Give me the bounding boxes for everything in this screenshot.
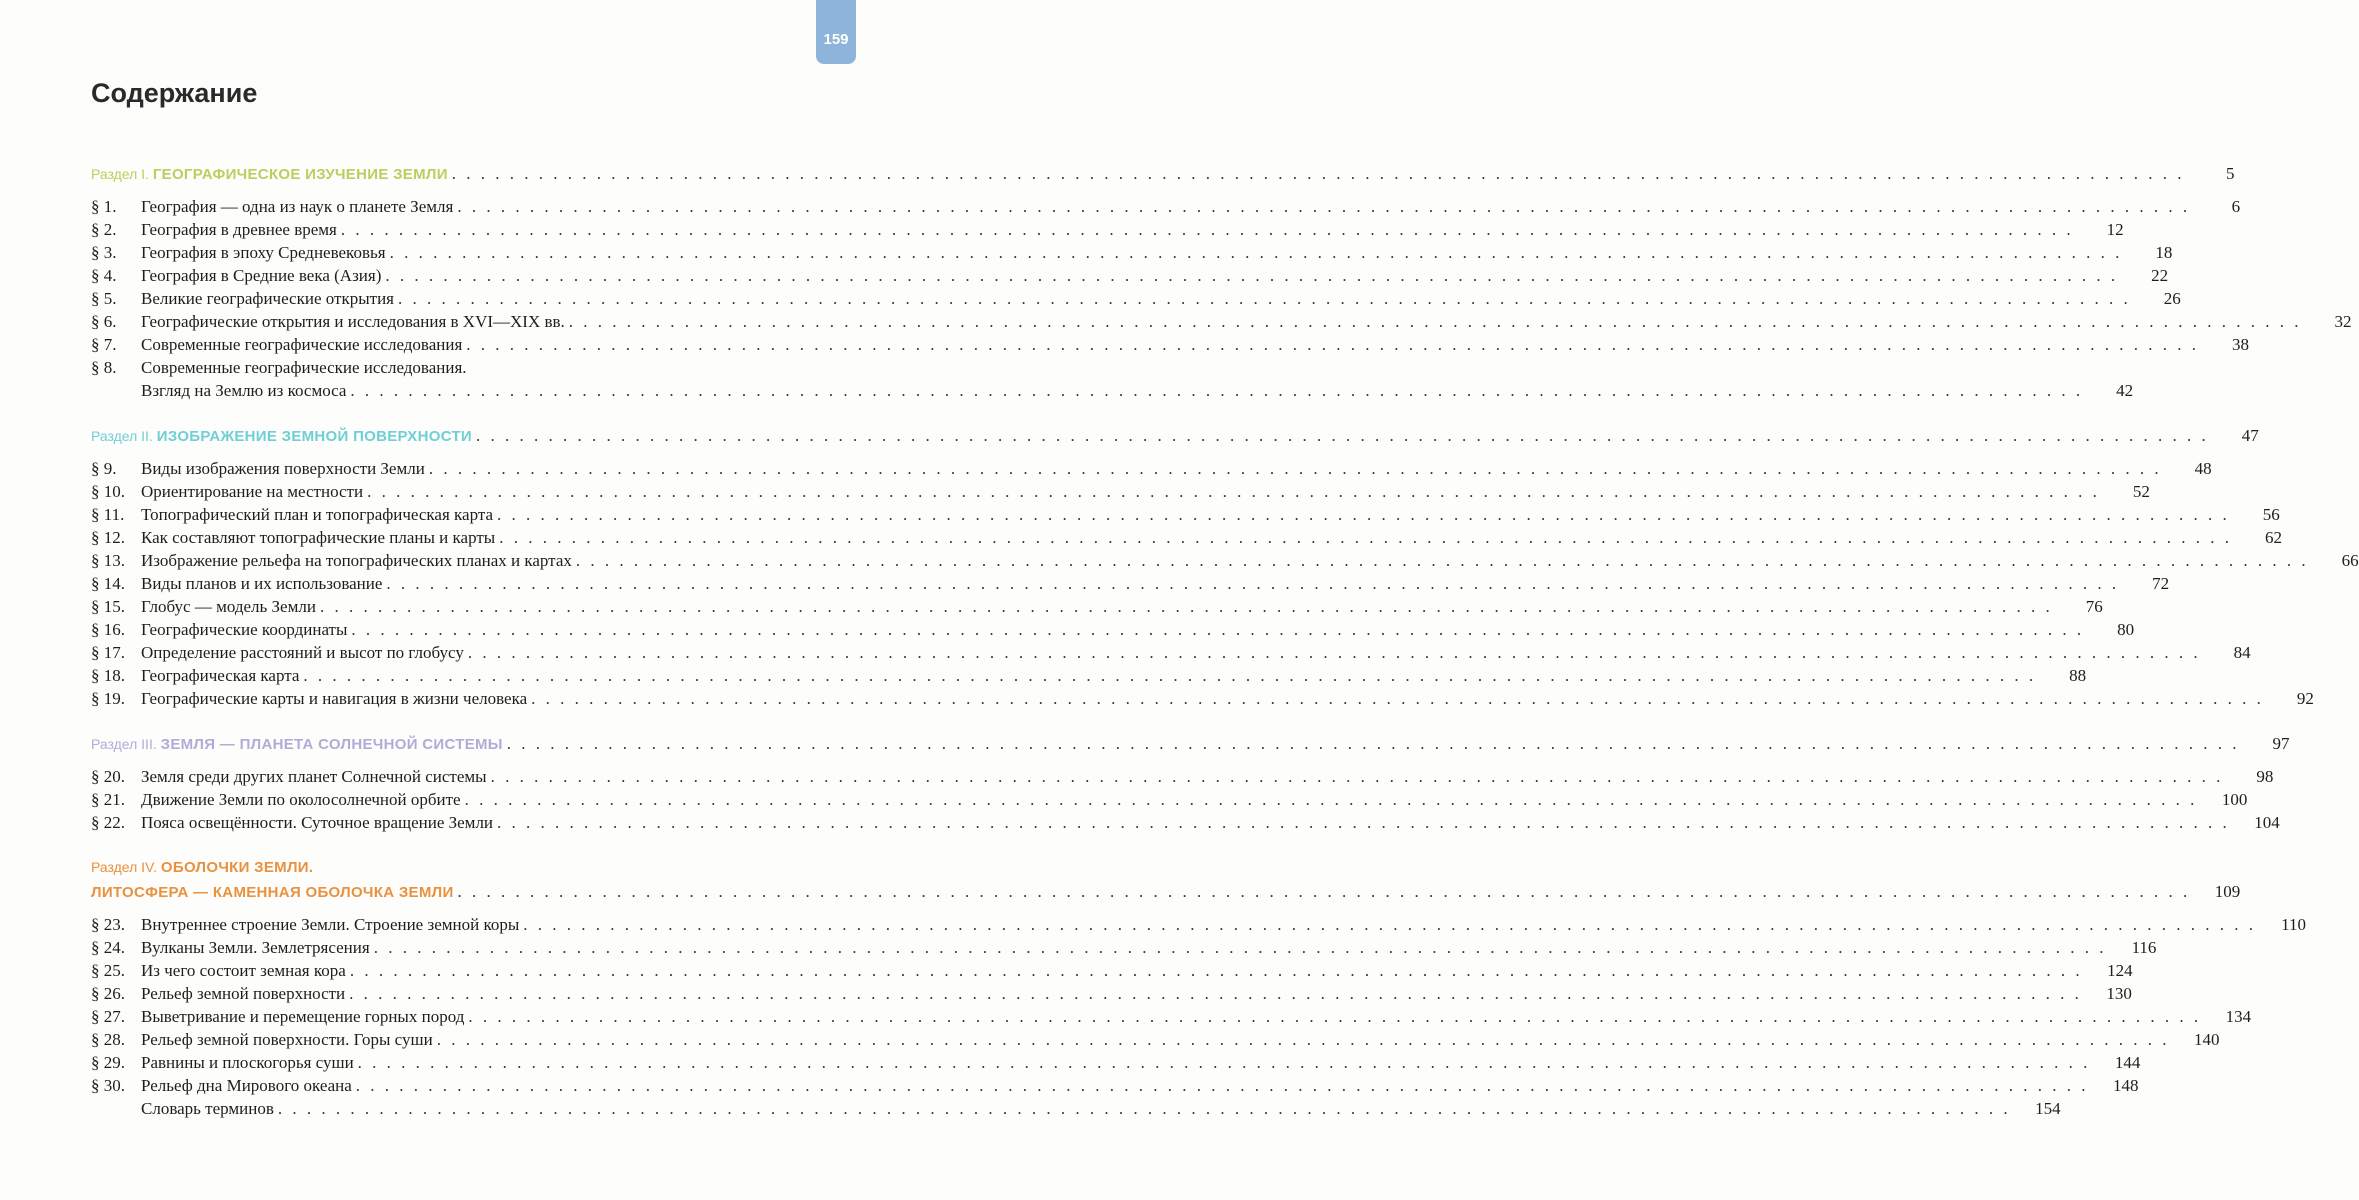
toc-entry[interactable] — [91, 1097, 2061, 1120]
entry-title: Пояса освещённости. Суточное вращение Земли — [141, 813, 494, 832]
entry-number: § 30. — [91, 1076, 125, 1095]
toc-entry[interactable] — [91, 333, 2250, 356]
dot-leader: . . . . . . . . . . . . . . . . . . . . . . . . . . . . . . . . . . . . . . . . . . . . . . . . . . . . . . . . . . . . . . . . . . . . . . . . . . . . . . . . . . . . . . . . . . . . . . . . . . . . . . . . . . . . . . . . . . . . . . . . — [467, 643, 2201, 662]
toc-entry[interactable] — [91, 457, 2212, 480]
entry-page: 56 — [2262, 505, 2280, 524]
entry-title: Географическая карта — [141, 666, 300, 685]
dot-leader: . . . . . . . . . . . . . . . . . . . . . . . . . . . . . . . . . . . . . . . . . . . . . . . . . . . . . . . . . . . . . . . . . . . . . . . . . . . . . . . . . . . . . . . . . . . . . . . . . . . . . . . . . . . . . . . . . . . . . . . . — [349, 984, 2082, 1003]
entry-title: Выветривание и перемещение горных пород — [141, 1007, 465, 1026]
toc-entry[interactable] — [91, 195, 2241, 218]
entry-number: § 25. — [91, 961, 125, 980]
section-page: 109 — [2214, 882, 2241, 901]
dot-leader: . . . . . . . . . . . . . . . . . . . . . . . . . . . . . . . . . . . . . . . . . . . . . . . . . . . . . . . . . . . . . . . . . . . . . . . . . . . . . . . . . . . . . . . . . . . . . . . . . . . . . . . . . . . . . . . . . . . . . . . . — [499, 528, 2232, 547]
toc-entry[interactable] — [91, 913, 2307, 936]
entry-number: § 21. — [91, 790, 125, 809]
dot-leader: . . . . . . . . . . . . . . . . . . . . . . . . . . . . . . . . . . . . . . . . . . . . . . . . . . . . . . . . . . . . . . . . . . . . . . . . . . . . . . . . . . . . . . . . . . . . . . . . . . . . . . . . . . . . . . . . . . . . . . . . — [386, 574, 2120, 593]
section-page: 5 — [2226, 164, 2235, 183]
entry-title: Изображение рельефа на топографических планах и картах — [141, 551, 572, 570]
entry-page: 140 — [2193, 1030, 2220, 1049]
entry-page: 52 — [2132, 482, 2150, 501]
entry-title: Великие географические открытия — [141, 289, 394, 308]
toc-entry[interactable] — [91, 310, 2352, 333]
entry-number: § 23. — [91, 915, 125, 934]
entry-number: § 12. — [91, 528, 125, 547]
toc-entry[interactable] — [91, 480, 2150, 503]
toc-entry[interactable] — [91, 765, 2274, 788]
section-title — [91, 733, 503, 756]
entry-number: § 7. — [91, 335, 117, 354]
section-name: ИЗОБРАЖЕНИЕ ЗЕМНОЙ ПОВЕРХНОСТИ — [156, 428, 473, 445]
entry-title: Топографический план и топографическая карта — [141, 505, 494, 524]
entry-number: § 13. — [91, 551, 125, 570]
entry-number: § 14. — [91, 574, 125, 593]
toc-entry[interactable] — [91, 1005, 2252, 1028]
entry-title: География в эпоху Средневековья — [141, 243, 386, 262]
entry-page: 76 — [2085, 597, 2103, 616]
toc-entry[interactable] — [91, 664, 2087, 687]
entry-title: Географические координаты — [141, 620, 348, 639]
entry-page: 80 — [2117, 620, 2135, 639]
section-header[interactable] — [91, 856, 806, 880]
entry-page: 98 — [2256, 767, 2274, 786]
section-title — [91, 163, 448, 186]
entry-page: 100 — [2221, 790, 2248, 809]
entry-title: Ориентирование на местности — [141, 482, 364, 501]
section-header-cont[interactable] — [91, 880, 2241, 904]
dot-leader: . . . . . . . . . . . . . . . . . . . . . . . . . . . . . . . . . . . . . . . . . . . . . . . . . . . . . . . . . . . . . . . . . . . . . . . . . . . . . . . . . . . . . . . . . . . . . . . . . . . . . . . . . . . . . . . . . . . . . . . . — [319, 597, 2053, 616]
entry-page: 62 — [2264, 528, 2282, 547]
entry-page: 104 — [2254, 813, 2280, 832]
toc-entry[interactable] — [91, 788, 2248, 811]
dot-leader: . . . . . . . . . . . . . . . . . . . . . . . . . . . . . . . . . . . . . . . . . . . . . . . . . . . . . . . . . . . . . . . . . . . . . . . . . . . . . . . . . . . . . . . . . . . . . . . . . . . . . . . . . . . . . . . . . . . . . . . . — [451, 164, 2185, 183]
toc-entry[interactable] — [91, 982, 2132, 1005]
dot-leader: . . . . . . . . . . . . . . . . . . . . . . . . . . . . . . . . . . . . . . . . . . . . . . . . . . . . . . . . . . . . . . . . . . . . . . . . . . . . . . . . . . . . . . . . . . . . . . . . . . . . . . . . . . . . . . . . . . . . . . . . — [476, 426, 2209, 445]
toc-entry[interactable] — [91, 264, 2169, 287]
dot-leader: . . . . . . . . . . . . . . . . . . . . . . . . . . . . . . . . . . . . . . . . . . . . . . . . . . . . . . . . . . . . . . . . . . . . . . . . . . . . . . . . . . . . . . . . . . . . . . . . . . . . . . . . . . . . . . . . . . . . . . . . — [349, 961, 2083, 980]
toc-entry[interactable] — [91, 1074, 2139, 1097]
entry-number: § 17. — [91, 643, 125, 662]
toc-entry[interactable] — [91, 959, 2133, 982]
dot-leader: . . . . . . . . . . . . . . . . . . . . . . . . . . . . . . . . . . . . . . . . . . . . . . . . . . . . . . . . . . . . . . . . . . . . . . . . . . . . . . . . . . . . . . . . . . . . . . . . . . . . . . . . . . . . . . . . . . . . . . . . — [351, 620, 2085, 639]
entry-page: 48 — [2194, 459, 2212, 478]
entry-title: Рельеф земной поверхности. Горы суши — [141, 1030, 433, 1049]
entry-page: 26 — [2163, 289, 2181, 308]
toc-entry[interactable] — [91, 218, 2124, 241]
dot-leader: . . . . . . . . . . . . . . . . . . . . . . . . . . . . . . . . . . . . . . . . . . . . . . . . . . . . . . . . . . . . . . . . . . . . . . . . . . . . . . . . . . . . . . . . . . . . . . . . . . . . . . . . . . . . . . . . . . . . . . . . — [436, 1030, 2170, 1049]
section-label: Раздел II. — [91, 428, 153, 444]
page-number-badge: 159 — [816, 0, 856, 64]
entry-title: Внутреннее строение Земли. Строение земной коры — [141, 915, 520, 934]
page-title: Содержание — [91, 78, 258, 108]
entry-page: 148 — [2113, 1076, 2139, 1095]
entry-page: 110 — [2281, 915, 2307, 934]
dot-leader: . . . . . . . . . . . . . . . . . . . . . . . . . . . . . . . . . . . . . . . . . . . . . . . . . . . . . . . . . . . . . . . . . . . . . . . . . . . . . . . . . . . . . . . . . . . . . . . . . . . . . . . . . . . . . . . . . . . . . . . . — [531, 689, 2264, 708]
entry-title: География в Средние века (Азия) — [141, 266, 382, 285]
entry-number: § 18. — [91, 666, 125, 685]
entry-page: 144 — [2114, 1053, 2141, 1072]
section-name: ОБОЛОЧКИ ЗЕМЛИ. — [160, 859, 314, 876]
entry-number: § 27. — [91, 1007, 125, 1026]
dot-leader: . . . . . . . . . . . . . . . . . . . . . . . . . . . . . . . . . . . . . . . . . . . . . . . . . . . . . . . . . . . . . . . . . . . . . . . . . . . . . . . . . . . . . . . . . . . . . . . . . . . . . . . . . . . . . . . . . . . . . . . . — [468, 1007, 2202, 1026]
toc-entry[interactable] — [91, 595, 2103, 618]
toc-entry[interactable] — [91, 549, 2359, 572]
entry-title: Равнины и плоскогорья суши — [141, 1053, 354, 1072]
dot-leader: . . . . . . . . . . . . . . . . . . . . . . . . . . . . . . . . . . . . . . . . . . . . . . . . . . . . . . . . . . . . . . . . . . . . . . . . . . . . . . . . . . . . . . . . . . . . . . . . . . . . . . . . . . . . . . . . . . . . . . . . — [490, 767, 2224, 786]
section-header[interactable] — [91, 732, 2290, 756]
entry-page: 66 — [2341, 551, 2359, 570]
entry-number: § 16. — [91, 620, 125, 639]
section-label: Раздел I. — [91, 166, 149, 182]
entry-page: 38 — [2232, 335, 2250, 354]
entry-number: § 8. — [91, 358, 117, 377]
entry-page: 6 — [2231, 197, 2241, 216]
entry-number: § 29. — [91, 1053, 125, 1072]
entry-title: Из чего состоит земная кора — [141, 961, 346, 980]
dot-leader: . . . . . . . . . . . . . . . . . . . . . . . . . . . . . . . . . . . . . . . . . . . . . . . . . . . . . . . . . . . . . . . . . . . . . . . . . . . . . . . . . . . . . . . . . . . . . . . . . . . . . . . . . . . . . . . . . . . . . . . . — [457, 197, 2191, 216]
dot-leader: . . . . . . . . . . . . . . . . . . . . . . . . . . . . . . . . . . . . . . . . . . . . . . . . . . . . . . . . . . . . . . . . . . . . . . . . . . . . . . . . . . . . . . . . . . . . . . . . . . . . . . . . . . . . . . . . . . . . . . . . — [506, 734, 2240, 753]
dot-leader: . . . . . . . . . . . . . . . . . . . . . . . . . . . . . . . . . . . . . . . . . . . . . . . . . . . . . . . . . . . . . . . . . . . . . . . . . . . . . . . . . . . . . . . . . . . . . . . . . . . . . . . . . . . . . . . . . . . . . . . . — [568, 312, 2302, 331]
entry-page: 72 — [2152, 574, 2170, 593]
entry-page: 134 — [2225, 1007, 2252, 1026]
entry-page: 92 — [2296, 689, 2314, 708]
section-title — [91, 856, 313, 879]
toc-entry[interactable] — [91, 241, 2173, 264]
entry-number: § 2. — [91, 220, 117, 239]
dot-leader: . . . . . . . . . . . . . . . . . . . . . . . . . . . . . . . . . . . . . . . . . . . . . . . . . . . . . . . . . . . . . . . . . . . . . . . . . . . . . . . . . . . . . . . . . . . . . . . . . . . . . . . . . . . . . . . . . . . . . . . . — [303, 666, 2037, 685]
entry-number: § 10. — [91, 482, 125, 501]
section-header[interactable] — [91, 424, 2259, 448]
section-name-2: ЛИТОСФЕРА — КАМЕННАЯ ОБОЛОЧКА ЗЕМЛИ — [91, 884, 454, 901]
entry-title: Географические открытия и исследования в XVI—XIX вв. — [141, 312, 565, 331]
section-name: ГЕОГРАФИЧЕСКОЕ ИЗУЧЕНИЕ ЗЕМЛИ — [152, 166, 448, 183]
entry-number: § 9. — [91, 459, 117, 478]
entry-title: Современные географические исследования — [141, 335, 463, 354]
entry-title: Географические карты и навигация в жизни человека — [141, 689, 528, 708]
entry-title: Вулканы Земли. Землетрясения — [141, 938, 370, 957]
toc-entry[interactable] — [91, 526, 2282, 549]
section-title-cont — [91, 881, 454, 904]
entry-title: Виды изображения поверхности Земли — [141, 459, 425, 478]
toc-entry-cont[interactable] — [91, 379, 2134, 402]
dot-leader: . . . . . . . . . . . . . . . . . . . . . . . . . . . . . . . . . . . . . . . . . . . . . . . . . . . . . . . . . . . . . . . . . . . . . . . . . . . . . . . . . . . . . . . . . . . . . . . . . . . . . . . . . . . . . . . . . . . . . . . . — [373, 938, 2107, 957]
entry-page: 22 — [2151, 266, 2169, 285]
entry-number: § 6. — [91, 312, 117, 331]
section-header[interactable] — [91, 162, 2235, 186]
entry-title: Словарь терминов — [141, 1099, 274, 1118]
entry-page: 130 — [2106, 984, 2132, 1003]
toc-entry[interactable] — [91, 356, 806, 379]
entry-page: 42 — [2116, 381, 2134, 400]
dot-leader: . . . . . . . . . . . . . . . . . . . . . . . . . . . . . . . . . . . . . . . . . . . . . . . . . . . . . . . . . . . . . . . . . . . . . . . . . . . . . . . . . . . . . . . . . . . . . . . . . . . . . . . . . . . . . . . . . . . . . . . . — [355, 1076, 2089, 1095]
entry-title: Движение Земли по околосолнечной орбите — [141, 790, 461, 809]
entry-number: § 19. — [91, 689, 125, 708]
entry-page: 154 — [2035, 1099, 2061, 1118]
entry-page: 12 — [2106, 220, 2124, 239]
dot-leader: . . . . . . . . . . . . . . . . . . . . . . . . . . . . . . . . . . . . . . . . . . . . . . . . . . . . . . . . . . . . . . . . . . . . . . . . . . . . . . . . . . . . . . . . . . . . . . . . . . . . . . . . . . . . . . . . . . . . . . . . — [350, 381, 2084, 400]
section-label: Раздел III. — [91, 736, 157, 752]
entry-number: § 3. — [91, 243, 117, 262]
toc-entry[interactable] — [91, 1051, 2141, 1074]
dot-leader: . . . . . . . . . . . . . . . . . . . . . . . . . . . . . . . . . . . . . . . . . . . . . . . . . . . . . . . . . . . . . . . . . . . . . . . . . . . . . . . . . . . . . . . . . . . . . . . . . . . . . . . . . . . . . . . . . . . . . . . . — [277, 1099, 2011, 1118]
entry-number: § 26. — [91, 984, 125, 1003]
entry-number: § 1. — [91, 197, 117, 216]
entry-title: Виды планов и их использование — [141, 574, 383, 593]
section-name: ЗЕМЛЯ — ПЛАНЕТА СОЛНЕЧНОЙ СИСТЕМЫ — [160, 736, 503, 753]
entry-title: Глобус — модель Земли — [141, 597, 316, 616]
entry-number: § 4. — [91, 266, 117, 285]
dot-leader: . . . . . . . . . . . . . . . . . . . . . . . . . . . . . . . . . . . . . . . . . . . . . . . . . . . . . . . . . . . . . . . . . . . . . . . . . . . . . . . . . . . . . . . . . . . . . . . . . . . . . . . . . . . . . . . . . . . . . . . . — [398, 289, 2131, 308]
entry-title: Земля среди других планет Солнечной системы — [141, 767, 487, 786]
entry-title: География — одна из наук о планете Земля — [141, 197, 454, 216]
section-label: Раздел IV. — [91, 859, 157, 875]
toc-entry[interactable] — [91, 811, 2280, 834]
entry-page: 88 — [2069, 666, 2087, 685]
toc-entry[interactable] — [91, 287, 2181, 310]
dot-leader: . . . . . . . . . . . . . . . . . . . . . . . . . . . . . . . . . . . . . . . . . . . . . . . . . . . . . . . . . . . . . . . . . . . . . . . . . . . . . . . . . . . . . . . . . . . . . . . . . . . . . . . . . . . . . . . . . . . . . . . . — [428, 459, 2162, 478]
dot-leader: . . . . . . . . . . . . . . . . . . . . . . . . . . . . . . . . . . . . . . . . . . . . . . . . . . . . . . . . . . . . . . . . . . . . . . . . . . . . . . . . . . . . . . . . . . . . . . . . . . . . . . . . . . . . . . . . . . . . . . . . — [497, 505, 2230, 524]
dot-leader: . . . . . . . . . . . . . . . . . . . . . . . . . . . . . . . . . . . . . . . . . . . . . . . . . . . . . . . . . . . . . . . . . . . . . . . . . . . . . . . . . . . . . . . . . . . . . . . . . . . . . . . . . . . . . . . . . . . . . . . . — [389, 243, 2123, 262]
entry-number: § 20. — [91, 767, 125, 786]
table-of-contents — [91, 162, 2359, 1120]
entry-title: Как составляют топографические планы и карты — [141, 528, 496, 547]
entry-number: § 28. — [91, 1030, 125, 1049]
dot-leader: . . . . . . . . . . . . . . . . . . . . . . . . . . . . . . . . . . . . . . . . . . . . . . . . . . . . . . . . . . . . . . . . . . . . . . . . . . . . . . . . . . . . . . . . . . . . . . . . . . . . . . . . . . . . . . . . . . . . . . . . — [523, 915, 2257, 934]
entry-title: География в древнее время — [141, 220, 337, 239]
dot-leader: . . . . . . . . . . . . . . . . . . . . . . . . . . . . . . . . . . . . . . . . . . . . . . . . . . . . . . . . . . . . . . . . . . . . . . . . . . . . . . . . . . . . . . . . . . . . . . . . . . . . . . . . . . . . . . . . . . . . . . . . — [367, 482, 2100, 501]
dot-leader: . . . . . . . . . . . . . . . . . . . . . . . . . . . . . . . . . . . . . . . . . . . . . . . . . . . . . . . . . . . . . . . . . . . . . . . . . . . . . . . . . . . . . . . . . . . . . . . . . . . . . . . . . . . . . . . . . . . . . . . . — [497, 813, 2230, 832]
dot-leader: . . . . . . . . . . . . . . . . . . . . . . . . . . . . . . . . . . . . . . . . . . . . . . . . . . . . . . . . . . . . . . . . . . . . . . . . . . . . . . . . . . . . . . . . . . . . . . . . . . . . . . . . . . . . . . . . . . . . . . . . — [575, 551, 2309, 570]
toc-entry[interactable] — [91, 618, 2135, 641]
toc-entry[interactable] — [91, 687, 2314, 710]
toc-entry[interactable] — [91, 936, 2157, 959]
toc-entry[interactable] — [91, 1028, 2220, 1051]
section-title — [91, 425, 472, 448]
entry-number: § 11. — [91, 505, 125, 524]
toc-entry[interactable] — [91, 641, 2251, 664]
entry-page: 18 — [2155, 243, 2173, 262]
entry-number: § 24. — [91, 938, 125, 957]
dot-leader: . . . . . . . . . . . . . . . . . . . . . . . . . . . . . . . . . . . . . . . . . . . . . . . . . . . . . . . . . . . . . . . . . . . . . . . . . . . . . . . . . . . . . . . . . . . . . . . . . . . . . . . . . . . . . . . . . . . . . . . . — [340, 220, 2074, 239]
entry-title: Определение расстояний и высот по глобусу — [141, 643, 464, 662]
entry-title: Рельеф земной поверхности — [141, 984, 346, 1003]
entry-number: § 15. — [91, 597, 125, 616]
entry-number: § 5. — [91, 289, 117, 308]
dot-leader: . . . . . . . . . . . . . . . . . . . . . . . . . . . . . . . . . . . . . . . . . . . . . . . . . . . . . . . . . . . . . . . . . . . . . . . . . . . . . . . . . . . . . . . . . . . . . . . . . . . . . . . . . . . . . . . . . . . . . . . . — [457, 882, 2191, 901]
entry-page: 116 — [2131, 938, 2157, 957]
entry-page: 32 — [2334, 312, 2352, 331]
entry-page: 124 — [2107, 961, 2133, 980]
section-page: 97 — [2272, 734, 2290, 753]
toc-entry[interactable] — [91, 572, 2170, 595]
entry-title: Современные географические исследования. — [141, 358, 467, 377]
entry-title-2: Взгляд на Землю из космоса — [141, 381, 347, 400]
dot-leader: . . . . . . . . . . . . . . . . . . . . . . . . . . . . . . . . . . . . . . . . . . . . . . . . . . . . . . . . . . . . . . . . . . . . . . . . . . . . . . . . . . . . . . . . . . . . . . . . . . . . . . . . . . . . . . . . . . . . . . . . — [357, 1053, 2091, 1072]
toc-entry[interactable] — [91, 503, 2280, 526]
dot-leader: . . . . . . . . . . . . . . . . . . . . . . . . . . . . . . . . . . . . . . . . . . . . . . . . . . . . . . . . . . . . . . . . . . . . . . . . . . . . . . . . . . . . . . . . . . . . . . . . . . . . . . . . . . . . . . . . . . . . . . . . — [466, 335, 2200, 354]
entry-page: 84 — [2233, 643, 2251, 662]
dot-leader: . . . . . . . . . . . . . . . . . . . . . . . . . . . . . . . . . . . . . . . . . . . . . . . . . . . . . . . . . . . . . . . . . . . . . . . . . . . . . . . . . . . . . . . . . . . . . . . . . . . . . . . . . . . . . . . . . . . . . . . . — [385, 266, 2119, 285]
section-page: 47 — [2241, 426, 2259, 445]
dot-leader: . . . . . . . . . . . . . . . . . . . . . . . . . . . . . . . . . . . . . . . . . . . . . . . . . . . . . . . . . . . . . . . . . . . . . . . . . . . . . . . . . . . . . . . . . . . . . . . . . . . . . . . . . . . . . . . . . . . . . . . . — [464, 790, 2198, 809]
entry-title: Рельеф дна Мирового океана — [141, 1076, 352, 1095]
entry-number: § 22. — [91, 813, 125, 832]
